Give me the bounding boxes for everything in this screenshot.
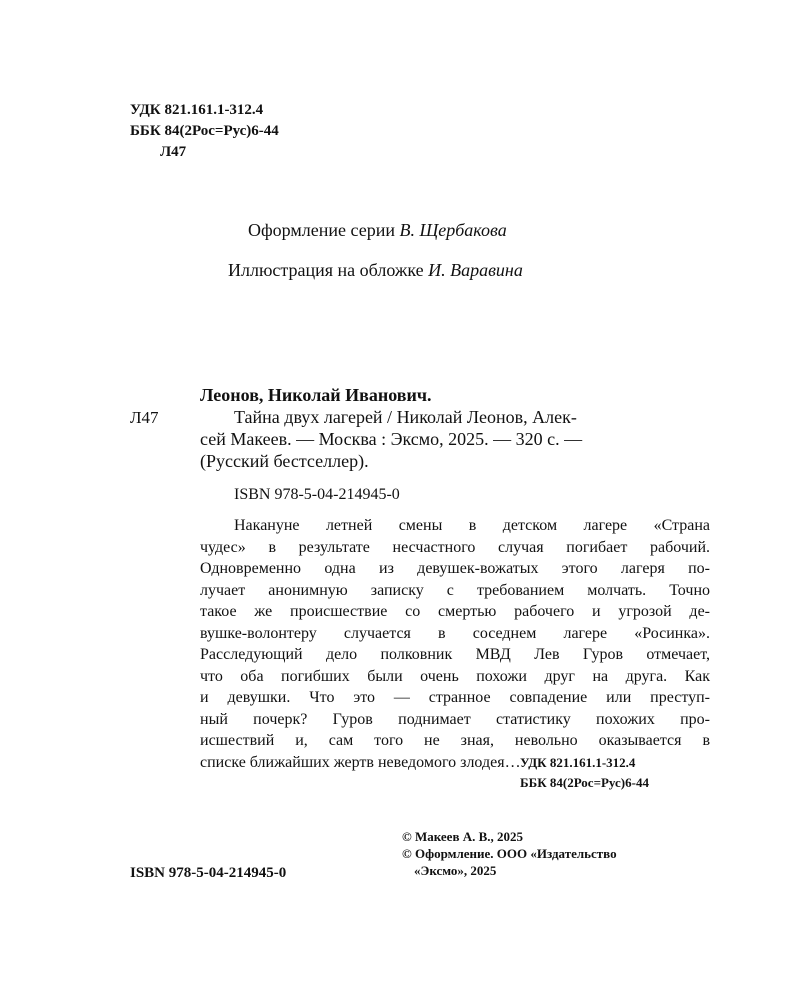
annotation-line: ный почерк? Гуров поднимает статистику похожих про- bbox=[200, 710, 710, 728]
bibliographic-line: (Русский бестселлер). bbox=[200, 451, 369, 471]
catalog-side-code: Л47 bbox=[130, 408, 159, 427]
annotation-line: вушке-волонтеру случается в соседнем лагере «Росинка». bbox=[200, 624, 710, 642]
cover-illustrator-name: И. Варавина bbox=[428, 260, 523, 280]
annotation-line: и девушки. Что это — странное совпадение или преступ- bbox=[200, 689, 710, 706]
annotation-line: исшествий и, сам того не зная, невольно оказывается в bbox=[200, 732, 710, 749]
cover-illustration-label: Иллюстрация на обложке bbox=[228, 260, 424, 280]
author-heading: Леонов, Николай Иванович. bbox=[200, 385, 432, 405]
annotation-line: Накануне летней смены в детском лагере «Страна bbox=[234, 517, 710, 534]
copyright-block bbox=[402, 828, 617, 879]
cover-illustration-credit bbox=[228, 259, 523, 281]
copyright-design: © Оформление. ООО «Издательство bbox=[402, 846, 617, 861]
isbn-entry: ISBN 978-5-04-214945-0 bbox=[234, 486, 400, 503]
annotation-line: списке ближайших жертв неведомого злодея… bbox=[200, 753, 521, 771]
isbn-bottom: ISBN 978-5-04-214945-0 bbox=[130, 865, 287, 881]
series-design-label: Оформление серии bbox=[248, 220, 395, 240]
annotation-line: Одновременно одна из девушек-вожатых этого лагеря по- bbox=[200, 560, 710, 577]
classification-codes bbox=[130, 100, 279, 163]
classification-codes-repeat bbox=[520, 753, 649, 793]
udk-code-repeat: УДК 821.161.1-312.4 bbox=[520, 755, 636, 770]
bbk-code-repeat: ББК 84(2Рос=Рус)6-44 bbox=[520, 775, 649, 790]
author-sign: Л47 bbox=[160, 144, 187, 160]
series-design-credit bbox=[248, 219, 507, 241]
copyright-author: © Макеев А. В., 2025 bbox=[402, 829, 524, 844]
bibliographic-line: Тайна двух лагерей / Николай Леонов, Алек- bbox=[234, 407, 577, 427]
udk-code: УДК 821.161.1-312.4 bbox=[130, 102, 264, 118]
bibliographic-description bbox=[200, 406, 710, 472]
annotation-line: лучает анонимную записку с требованием молчать. Точно bbox=[200, 581, 710, 599]
annotation-line: что оба погибших были очень похожи друг на друга. Как bbox=[200, 667, 710, 685]
bibliographic-line: сей Макеев. — Москва : Эксмо, 2025. — 320 с. — bbox=[200, 429, 583, 449]
annotation-line: такое же происшествие со смертью рабочего и угрозой де- bbox=[200, 603, 710, 620]
copyright-design-continued: «Эксмо», 2025 bbox=[414, 863, 497, 878]
series-designer-name: В. Щербакова bbox=[399, 220, 507, 240]
annotation bbox=[200, 515, 710, 773]
annotation-line: чудес» в результате несчастного случая погибает рабочий. bbox=[200, 538, 710, 556]
bbk-code: ББК 84(2Рос=Рус)6-44 bbox=[130, 123, 279, 139]
annotation-line: Расследующий дело полковник МВД Лев Гуров отмечает, bbox=[200, 646, 710, 663]
